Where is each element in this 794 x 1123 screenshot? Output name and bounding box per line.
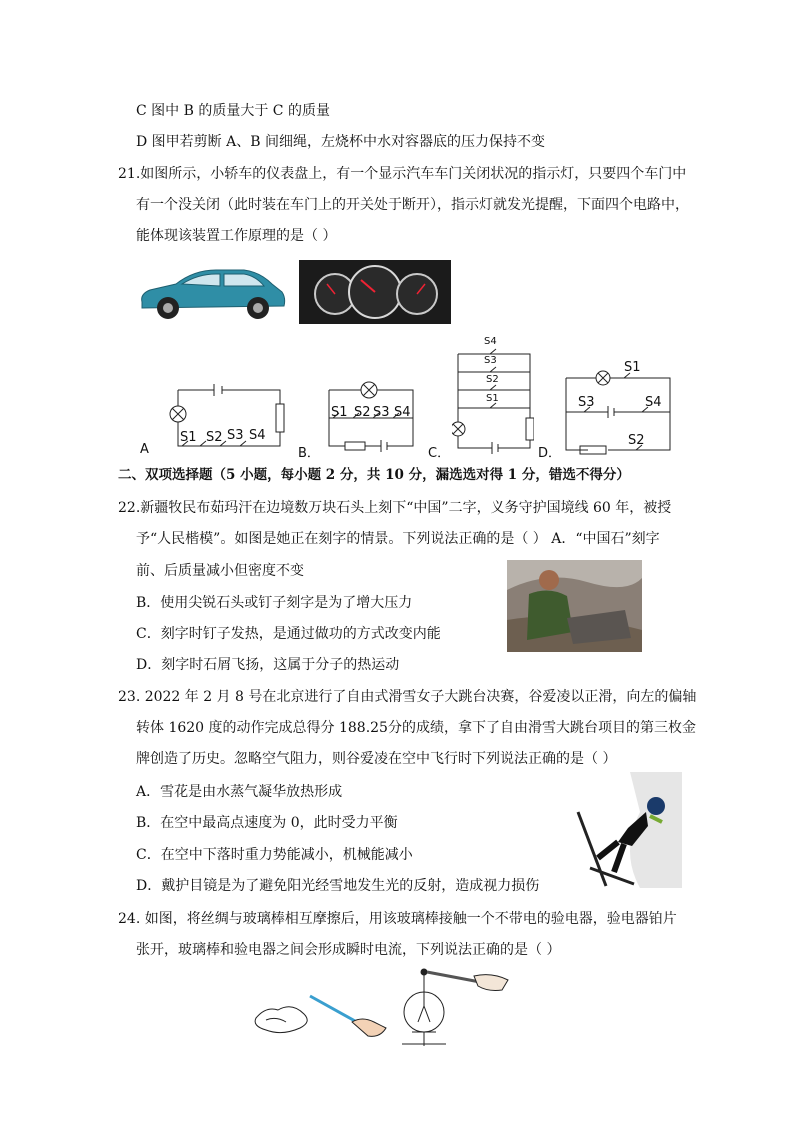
q23-option-c: C．在空中下落时重力势能减小，机械能减小 [136, 847, 413, 863]
q21-stem-line1: 21.如图所示，小轿车的仪表盘上，有一个显示汽车车门关闭状况的指示灯，只要四个车门中 [118, 166, 687, 182]
q22-option-b: B．使用尖锐石头或钉子刻字是为了增大压力 [136, 595, 413, 611]
q23-option-b: B．在空中最高点速度为 0，此时受力平衡 [136, 815, 398, 831]
q23-option-a: A．雪花是由水蒸气凝华放热形成 [136, 784, 343, 800]
q22-option-d: D．刻字时石屑飞扬，这属于分子的热运动 [136, 657, 400, 673]
q24-stem-line2: 张开，玻璃棒和验电器之间会形成瞬时电流，下列说法正确的是（ ） [136, 942, 561, 958]
switch-label: S1 [180, 430, 197, 445]
section-title: 二、双项选择题（5 小题，每小题 2 分，共 10 分，漏选选对得 1 分，错选不得分） [118, 467, 630, 483]
switch-label: S1 [331, 405, 348, 420]
q20-option-c: C 图中 B 的质量大于 C 的质量 [136, 103, 330, 119]
q22-stem-line2: 予“人民楷模”。如图是她正在刻字的情景。下列说法正确的是（ ） A．“中国石”刻字 [136, 531, 660, 547]
switch-label: S3 [373, 405, 390, 420]
q23-stem-line1: 23. 2022 年 2 月 8 号在北京进行了自由式滑雪女子大跳台决赛，谷爱凌以正滑，向左的偏轴 [118, 689, 697, 705]
q23-stem-line3: 牌创造了历史。忽略空气阻力，则谷爱凌在空中飞行时下列说法正确的是（ ） [136, 751, 617, 767]
switch-label: S2 [486, 374, 499, 385]
stone-carving-photo [507, 560, 642, 652]
switch-label: S1 [624, 360, 641, 375]
skier-photo [570, 772, 682, 888]
switch-label: S1 [486, 393, 499, 404]
q24-stem-line1: 24. 如图，将丝绸与玻璃棒相互摩擦后，用该玻璃棒接触一个不带电的验电器，验电器铂片 [118, 911, 677, 927]
q22-stem-line1: 22.新疆牧民布茹玛汗在边境数万块石头上刻下“中国”二字，义务守护国境线 60 年，被授 [118, 500, 672, 516]
option-label-a: A [140, 442, 149, 457]
switch-label: S2 [354, 405, 371, 420]
switch-label: S4 [645, 395, 662, 410]
dashboard-image [299, 260, 451, 324]
q21-stem-line2: 有一个没关闭（此时装在车门上的开关处于断开），指示灯就发光提醒，下面四个电路中， [136, 197, 689, 213]
q20-option-d: D 图甲若剪断 A、B 间细绳，左烧杯中水对容器底的压力保持不变 [136, 134, 545, 150]
option-label-d: D． [538, 446, 562, 461]
option-label-c: C． [428, 446, 451, 461]
car-image [136, 262, 288, 324]
switch-label: S4 [484, 336, 497, 347]
switch-label: S3 [227, 428, 244, 443]
q23-stem-line2: 转体 1620 度的动作完成总得分 188.25分的成绩，拿下了自由滑雪大跳台项目的第三枚金 [136, 720, 696, 736]
electroscope-figure [252, 966, 514, 1046]
switch-label: S4 [249, 428, 266, 443]
switch-label: S4 [394, 405, 411, 420]
switch-label: S2 [206, 430, 223, 445]
option-label-b: B． [298, 446, 320, 461]
circuit-d [562, 370, 674, 456]
switch-label: S2 [628, 433, 645, 448]
q22-stem-line3: 前、后质量减小但密度不变 [136, 563, 304, 579]
switch-label: S3 [484, 355, 497, 366]
q22-option-c: C．刻字时钉子发热，是通过做功的方式改变内能 [136, 626, 441, 642]
q23-option-d: D．戴护目镜是为了避免阳光经雪地发生光的反射，造成视力损伤 [136, 878, 540, 894]
switch-label: S3 [578, 395, 595, 410]
q21-stem-line3: 能体现该装置工作原理的是（ ） [136, 228, 337, 244]
